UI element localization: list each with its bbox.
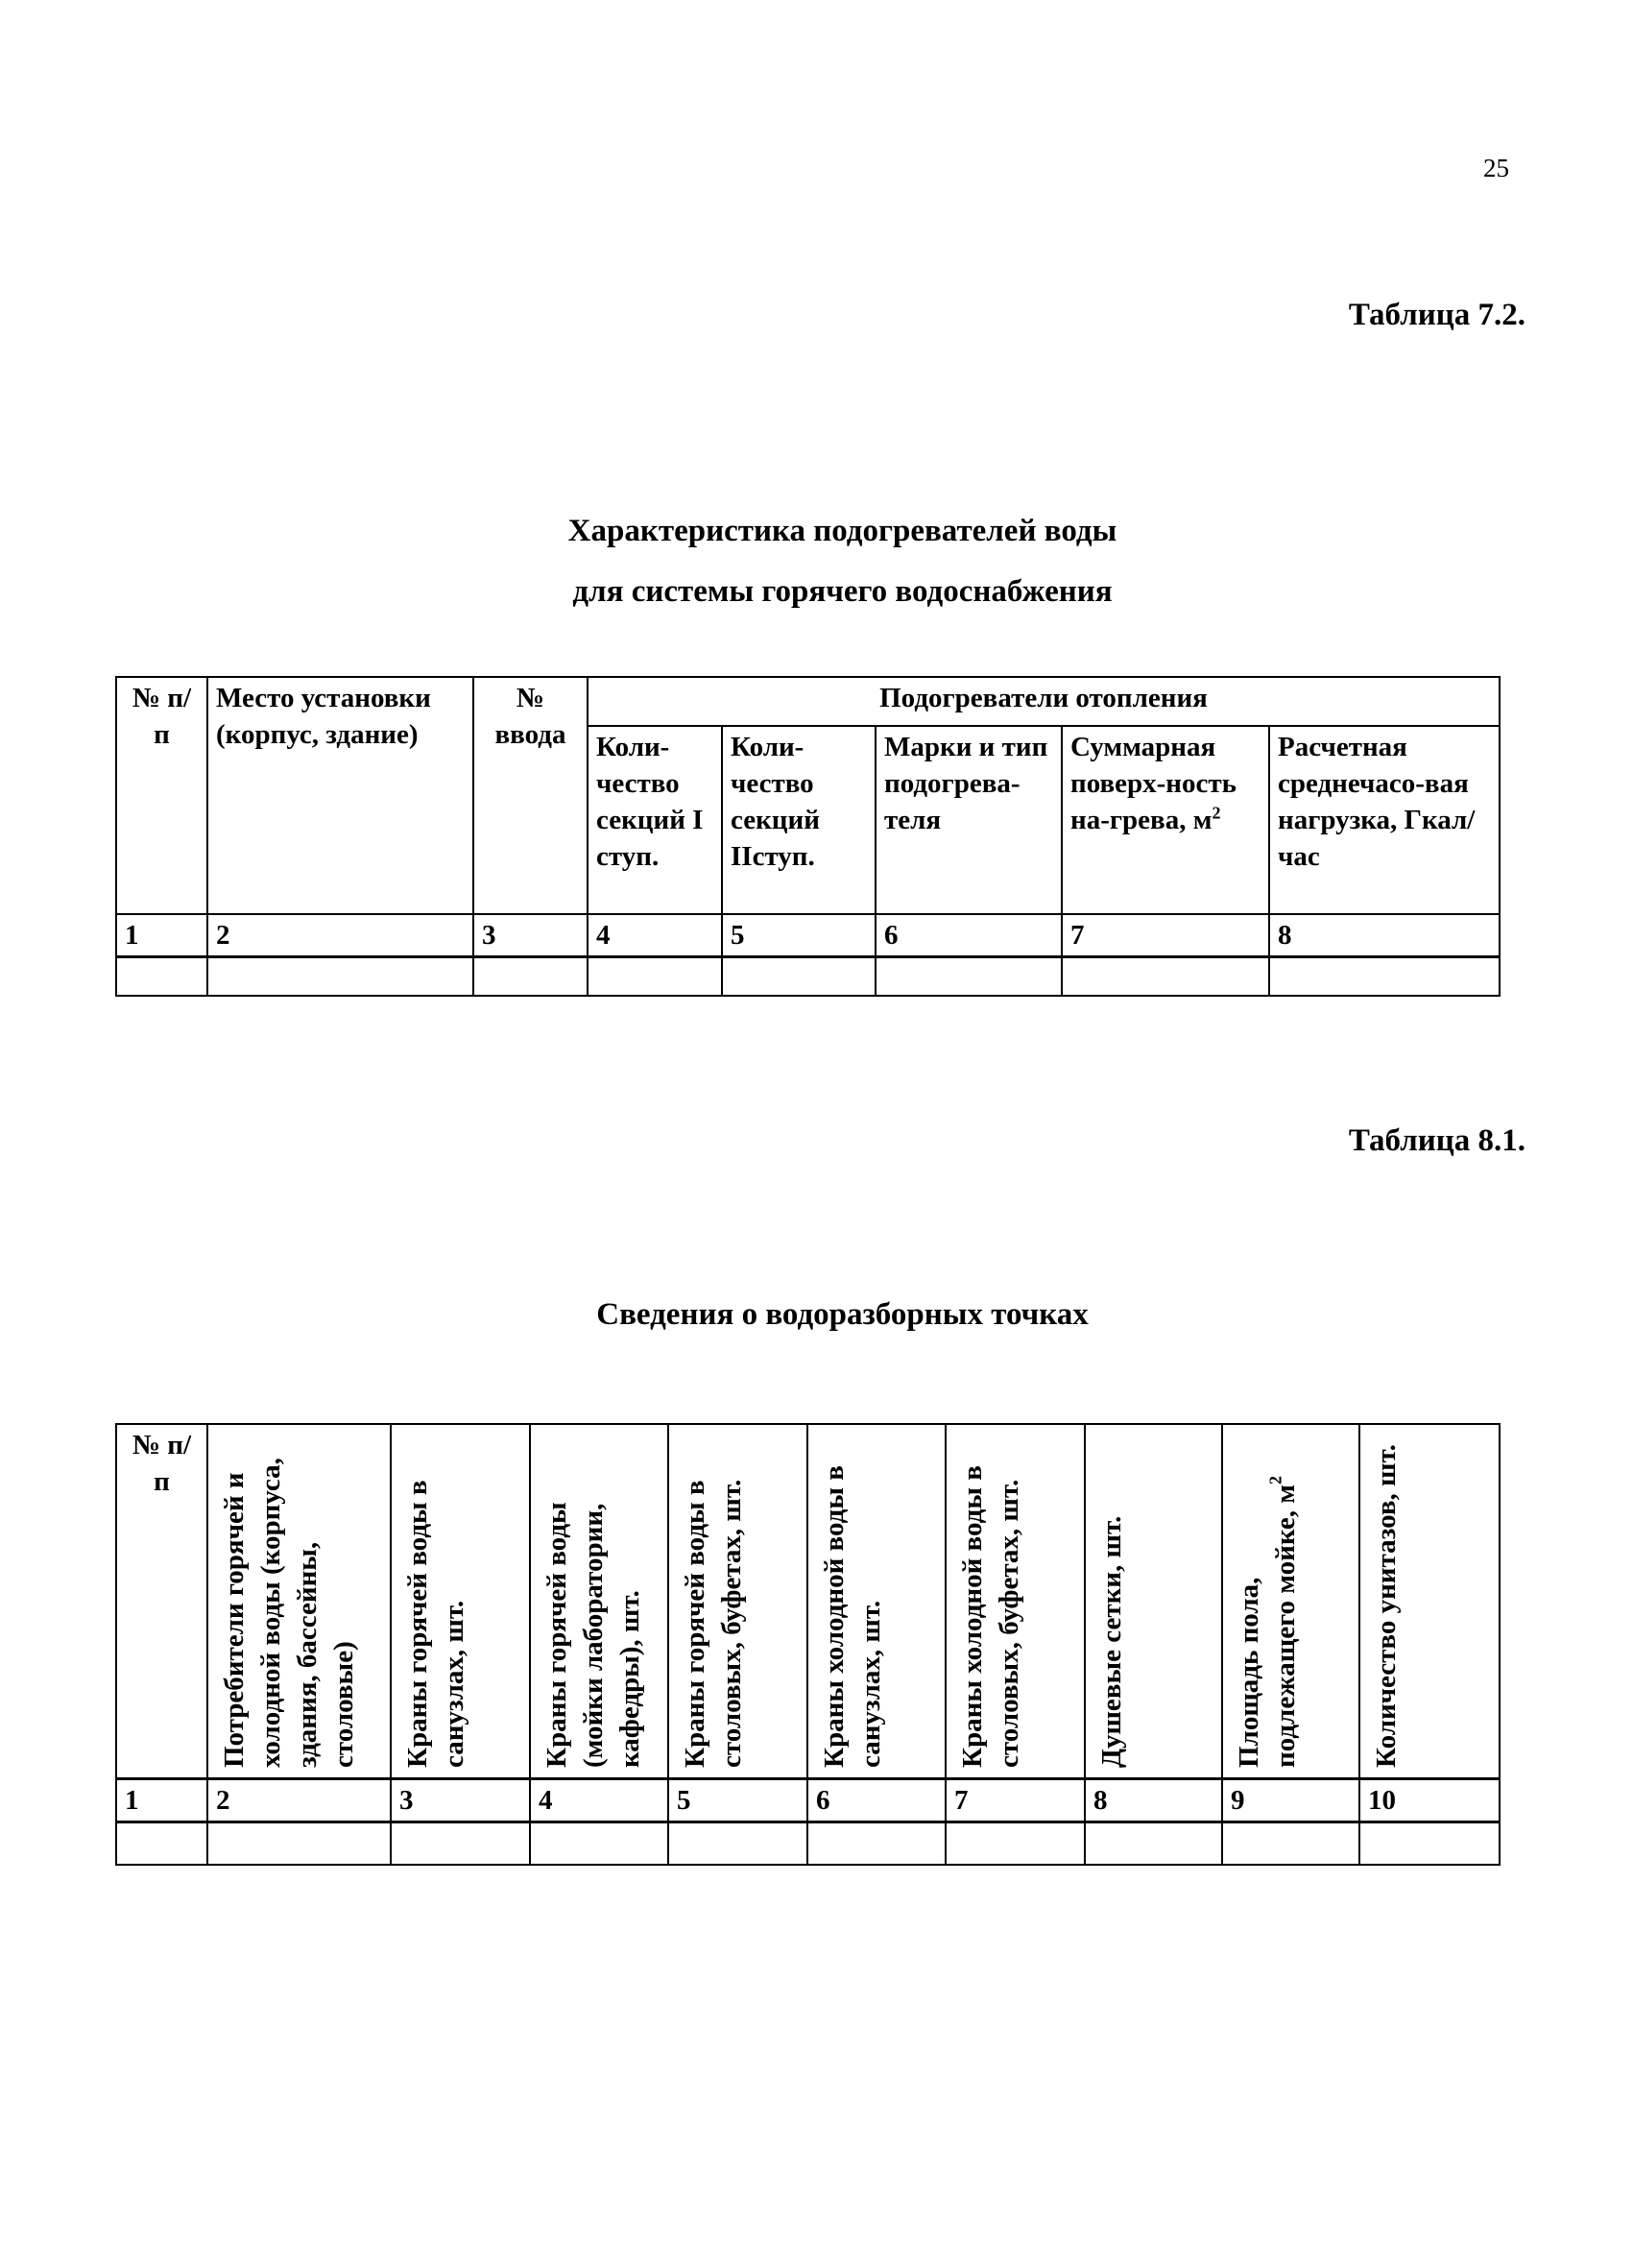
rotated-header-text: Краны горячей воды в санузлах, шт. bbox=[402, 1480, 469, 1768]
empty-cell bbox=[391, 1822, 530, 1865]
header-cell bbox=[1085, 1424, 1222, 1778]
empty-cell bbox=[1085, 1822, 1222, 1865]
header-cell bbox=[391, 1424, 530, 1778]
number-cell: 7 bbox=[946, 1778, 1085, 1822]
header-cell bbox=[530, 1424, 668, 1778]
empty-cell bbox=[946, 1822, 1085, 1865]
empty-cell bbox=[1222, 1822, 1359, 1865]
number-cell: 2 bbox=[207, 914, 473, 957]
empty-cell bbox=[530, 1822, 668, 1865]
table-7-2-caption: Таблица 7.2. bbox=[1348, 298, 1525, 332]
empty-cell bbox=[207, 957, 473, 996]
number-cell: 8 bbox=[1269, 914, 1500, 957]
header-cell bbox=[807, 1424, 946, 1778]
header-cell bbox=[1062, 726, 1269, 914]
superscript: 2 bbox=[1265, 1476, 1285, 1485]
heater-table bbox=[115, 676, 1501, 997]
number-cell: 3 bbox=[473, 914, 588, 957]
header-cell bbox=[946, 1424, 1085, 1778]
header-text: Суммарная поверх-ность на-грева, м bbox=[1070, 732, 1237, 835]
table-7-2-title-line1: Характеристика подогревателей воды bbox=[567, 514, 1117, 548]
number-cell: 1 bbox=[116, 1778, 207, 1822]
header-cell bbox=[1222, 1424, 1359, 1778]
empty-cell bbox=[116, 1822, 207, 1865]
number-cell: 4 bbox=[588, 914, 722, 957]
header-cell: № п/п bbox=[116, 1424, 207, 1778]
empty-cell bbox=[1062, 957, 1269, 996]
header-cell: Коли-чество секций IIступ. bbox=[722, 726, 876, 914]
rotated-header-text: Краны горячей воды (мойки лаборатории, кафедры), шт. bbox=[541, 1502, 645, 1768]
number-cell: 6 bbox=[807, 1778, 946, 1822]
rotated-header-text: Краны горячей воды в столовых, буфетах, шт. bbox=[680, 1479, 747, 1768]
empty-cell bbox=[1359, 1822, 1500, 1865]
rotated-header-text: Душевые сетки, шт. bbox=[1096, 1515, 1127, 1768]
empty-cell bbox=[207, 1822, 391, 1865]
number-cell: 4 bbox=[530, 1778, 668, 1822]
empty-cell bbox=[807, 1822, 946, 1865]
number-cell: 6 bbox=[876, 914, 1062, 957]
table-8-1-title: Сведения о водоразборных точках bbox=[596, 1297, 1089, 1332]
rotated-header-text: Количество унитазов, шт. bbox=[1371, 1444, 1402, 1768]
rotated-header-text: Потребители горячей и холодной воды (корпуса, здания, бассейны, столовые) bbox=[219, 1458, 359, 1768]
water-points-table bbox=[115, 1423, 1501, 1866]
empty-cell bbox=[876, 957, 1062, 996]
number-cell: 3 bbox=[391, 1778, 530, 1822]
header-cell bbox=[207, 1424, 391, 1778]
number-cell: 7 bbox=[1062, 914, 1269, 957]
empty-cell bbox=[668, 1822, 807, 1865]
empty-cell bbox=[588, 957, 722, 996]
table-7-2-title-line2: для системы горячего водоснабжения bbox=[572, 574, 1113, 609]
header-cell bbox=[1359, 1424, 1500, 1778]
rotated-header-wrap bbox=[1231, 1427, 1304, 1768]
header-cell: № п/п bbox=[116, 677, 207, 914]
header-cell: Коли-чество секций I ступ. bbox=[588, 726, 722, 914]
number-cell: 9 bbox=[1222, 1778, 1359, 1822]
header-cell: Место установки (корпус, здание) bbox=[207, 677, 473, 914]
empty-cell bbox=[116, 957, 207, 996]
number-cell: 5 bbox=[668, 1778, 807, 1822]
table-8-1-caption: Таблица 8.1. bbox=[1348, 1123, 1525, 1158]
header-cell: Марки и тип подогрева-теля bbox=[876, 726, 1062, 914]
rotated-header-text: Площадь пола, подлежащего мойке, м bbox=[1234, 1484, 1301, 1768]
rotated-header-text: Краны холодной воды в столовых, буфетах, шт. bbox=[957, 1465, 1024, 1768]
empty-cell bbox=[722, 957, 876, 996]
empty-cell bbox=[473, 957, 588, 996]
superscript: 2 bbox=[1212, 803, 1221, 823]
page-number: 25 bbox=[1483, 154, 1509, 182]
header-cell bbox=[668, 1424, 807, 1778]
number-cell: 1 bbox=[116, 914, 207, 957]
rotated-header-text: Краны холодной воды в санузлах, шт. bbox=[819, 1465, 886, 1768]
header-cell: № ввода bbox=[473, 677, 588, 914]
number-cell: 5 bbox=[722, 914, 876, 957]
number-cell: 8 bbox=[1085, 1778, 1222, 1822]
header-group-cell: Подогреватели отопления bbox=[588, 677, 1500, 726]
header-cell: Расчетная среднечасо-вая нагрузка, Гкал/час bbox=[1269, 726, 1500, 914]
number-cell: 2 bbox=[207, 1778, 391, 1822]
number-cell: 10 bbox=[1359, 1778, 1500, 1822]
empty-cell bbox=[1269, 957, 1500, 996]
